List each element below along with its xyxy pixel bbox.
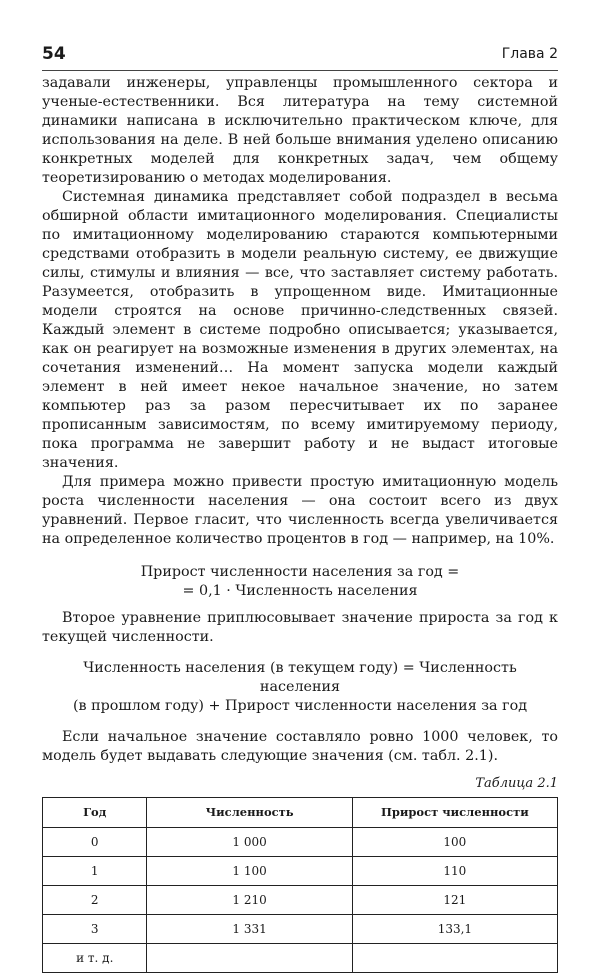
page-header (42, 44, 558, 71)
table-cell: и т. д. (43, 944, 147, 973)
formula-growth-line-1: Прирост численности населения за год = (140, 564, 460, 580)
formula-population-line-1: Численность населения (в текущем году) = Численность населения (83, 660, 517, 695)
table-cell: 110 (352, 857, 557, 886)
table-row (43, 857, 558, 886)
table-cell: 121 (352, 886, 557, 915)
column-header-growth: Прирост численности (352, 798, 557, 828)
column-header-population: Численность (147, 798, 352, 828)
formula-growth-line-2: = 0,1 · Численность населения (182, 583, 418, 599)
table-cell: 2 (43, 886, 147, 915)
population-table (42, 797, 558, 973)
formula-population-line-2: (в прошлом году) + Прирост численности населения за год (72, 698, 528, 714)
table-row (43, 915, 558, 944)
table-row (43, 944, 558, 973)
page-number: 54 (42, 44, 66, 64)
table-header-row (43, 798, 558, 828)
table-cell (147, 944, 352, 973)
table-cell: 1 100 (147, 857, 352, 886)
table-cell: 1 331 (147, 915, 352, 944)
table-row (43, 886, 558, 915)
paragraph-continuation: задавали инженеры, управленцы промышленного сектора и ученые-естественники. Вся литература на тему системной динамики написана в исключительно практическом ключе, для использования на деле. В ней больше внимания уделено описанию конкретных моделей для конкретных задач, чем общему теоретизированию о методах моделирования. (42, 75, 558, 186)
paragraph-system-dynamics: Системная динамика представляет собой подраздел в весьма обширной области имитационного моделирования. Специалисты по имитационному моделированию стараются компьютерными средствами отобразить в модели реальную систему, ее движущие силы, стимулы и влияния — все, что заставляет систему работать. Разумеется, отобразить в упрощенном виде. Имитационные модели строятся на основе причинно-следственных связей. Каждый элемент в системе подробно описывается; указывается, как он реагирует на возможные изменения в других элементах, на сочетания изменений… На момент запуска модели каждый элемент в ней имеет некое начальное значение, но затем компьютер раз за разом пересчитывает их по заранее прописанным зависимостям, по всему имитируемому периоду, пока программа не завершит работу и не выдаст итоговые значения. (42, 189, 558, 471)
paragraph-initial-value: Если начальное значение составляло ровно 1000 человек, то модель будет выдавать следующие значения (см. табл. 2.1). (42, 729, 558, 764)
table-cell: 3 (43, 915, 147, 944)
table-cell: 1 210 (147, 886, 352, 915)
table-cell: 0 (43, 828, 147, 857)
table-row (43, 828, 558, 857)
table-caption: Таблица 2.1 (475, 776, 558, 791)
table-cell: 1 000 (147, 828, 352, 857)
table-cell: 133,1 (352, 915, 557, 944)
table-cell (352, 944, 557, 973)
paragraph-population-model: Для примера можно привести простую имитационную модель роста численности населения — она состоит всего из двух уравнений. Первое гласит, что численность всегда увеличивается на определенное количество процентов в год — например, на 10%. (42, 474, 558, 547)
column-header-year: Год (43, 798, 147, 828)
chapter-title: Глава 2 (501, 46, 558, 62)
paragraph-second-equation: Второе уравнение приплюсовывает значение прироста за год к текущей численности. (42, 610, 558, 645)
table-cell: 100 (352, 828, 557, 857)
table-cell: 1 (43, 857, 147, 886)
page-body (42, 74, 558, 973)
